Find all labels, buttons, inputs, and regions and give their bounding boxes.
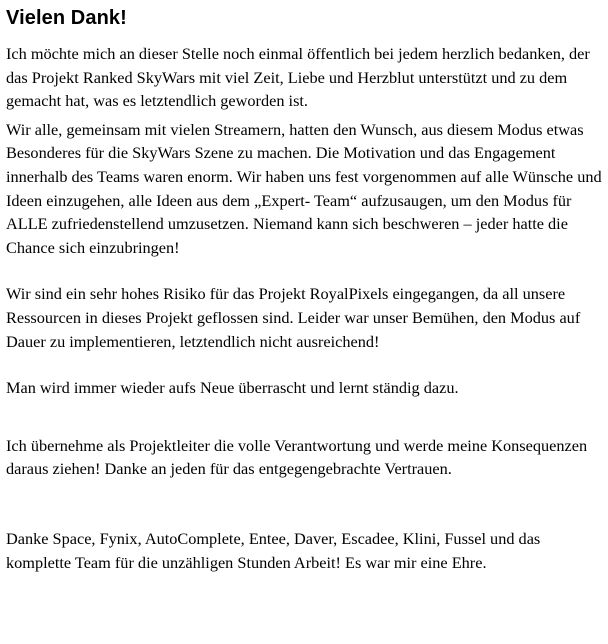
paragraph-risk: Wir sind ein sehr hohes Risiko für das Projekt RoyalPixels eingegangen, da all unsere Ressourcen in dieses Projekt geflossen sind. Leider war unser Bemühen, den Modus auf Dauer zu implementieren, letztendlich nicht ausreichend! <box>6 284 581 351</box>
paragraph-spacer <box>6 481 606 527</box>
paragraph-spacer <box>6 353 606 376</box>
document-title: Vielen Dank! <box>6 7 127 29</box>
paragraph-thanks: Ich möchte mich an dieser Stelle noch einmal öffentlich bei jedem herzlich bedanken, der das Projekt Ranked SkyWars mit viel Zeit, Liebe und Herzblut unterstützt und zu dem gemacht hat, was es letztendlich geworden ist. <box>6 44 590 111</box>
paragraph-responsibility: Ich übernehme als Projektleiter die volle Verantwortung und werde meine Konsequenzen daraus ziehen! Danke an jeden für das entgegengebrachte Vertrauen. <box>6 435 588 479</box>
paragraph-credits: Danke Space, Fynix, AutoComplete, Entee, Daver, Escadee, Klini, Fussel und das komplette Team für die unzähligen Stunden Arbeit! Es war mir eine Ehre. <box>6 528 541 572</box>
document-page <box>6 6 606 574</box>
paragraph-spacer <box>6 400 606 434</box>
paragraph-team-goal: Wir alle, gemeinsam mit vielen Streamern, hatten den Wunsch, aus diesem Modus etwas Besonderes für die SkyWars Szene zu machen. Die Motivation und das Engagement innerhalb des Teams waren enorm. Wir haben uns fest vorgenommen auf alle Wünsche und Ideen einzugehen, alle Ideen aus dem „Expert- Team“ aufzusaugen, um den Modus für ALLE zufriedenstellend umzusetzen. Niemand kann sich beschweren – jeder hatte die Chance sich einzubringen! <box>6 119 602 257</box>
paragraph-spacer <box>6 259 606 282</box>
paragraph-learning: Man wird immer wieder aufs Neue überrascht und lernt ständig dazu. <box>6 378 459 398</box>
